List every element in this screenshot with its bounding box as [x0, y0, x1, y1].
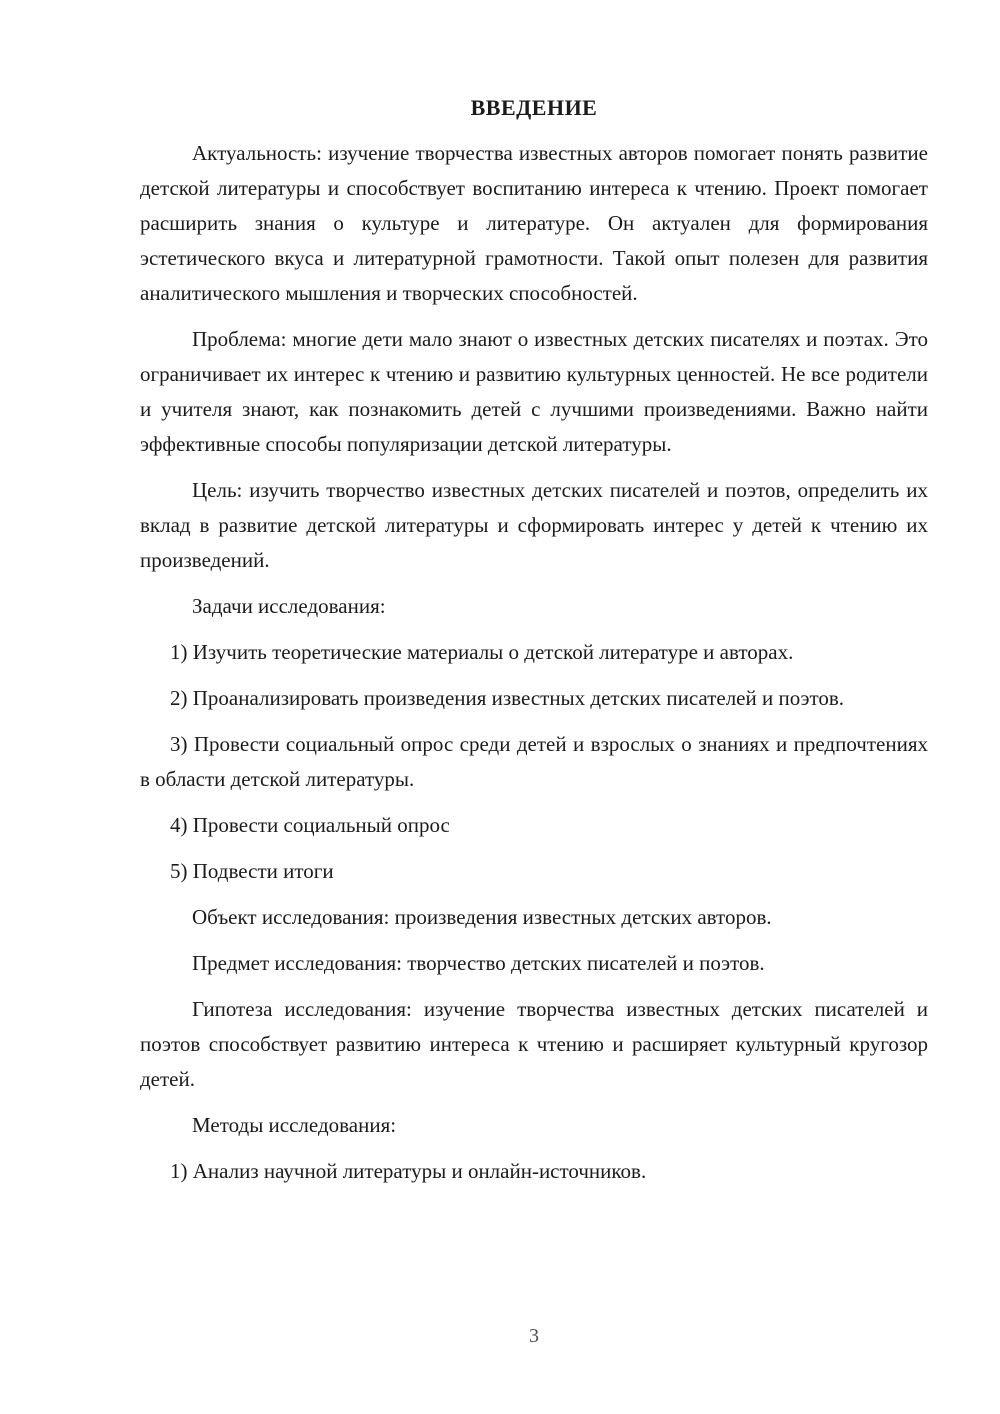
paragraph-hypothesis: Гипотеза исследования: изучение творчества известных детских писателей и поэтов способствует развитию интереса к чтению и расширяет культурный кругозор детей. [140, 997, 928, 1091]
paragraph-problem: Проблема: многие дети мало знают о известных детских писателях и поэтах. Это ограничивает их интерес к чтению и развитию культурных ценностей. Не все родители и учителя знают, как познакомить детей с лучшими произведениями. Важно найти эффективные способы популяризации детской литературы. [140, 327, 928, 456]
paragraph-subject: Предмет исследования: творчество детских писателей и поэтов. [192, 951, 765, 975]
task-item-3: 3) Провести социальный опрос среди детей и взрослых о знаниях и предпочтениях в области детской литературы. [140, 732, 928, 791]
paragraph-tasks-heading: Задачи исследования: [192, 594, 386, 618]
method-item-1: 1) Анализ научной литературы и онлайн-источников. [170, 1159, 647, 1183]
page-title: ВВЕДЕНИЕ [470, 95, 598, 120]
paragraph-methods-heading: Методы исследования: [192, 1113, 397, 1137]
paragraph-goal: Цель: изучить творчество известных детских писателей и поэтов, определить их вклад в развитие детской литературы и сформировать интерес у детей к чтению их произведений. [140, 478, 928, 572]
page-number: 3 [529, 1325, 539, 1347]
task-item-2: 2) Проанализировать произведения известных детских писателей и поэтов. [170, 686, 845, 710]
paragraph-relevance: Актуальность: изучение творчества известных авторов помогает понять развитие детской литературы и способствует воспитанию интереса к чтению. Проект помогает расширить знания о культуре и литературе. Он актуален для формирования эстетического вкуса и литературной грамотности. Такой опыт полезен для развития аналитического мышления и творческих способностей. [140, 141, 928, 305]
paragraph-object: Объект исследования: произведения известных детских авторов. [192, 905, 772, 929]
task-item-4: 4) Провести социальный опрос [170, 813, 450, 837]
task-item-5: 5) Подвести итоги [170, 859, 334, 883]
task-item-1: 1) Изучить теоретические материалы о детской литературе и авторах. [170, 640, 794, 664]
